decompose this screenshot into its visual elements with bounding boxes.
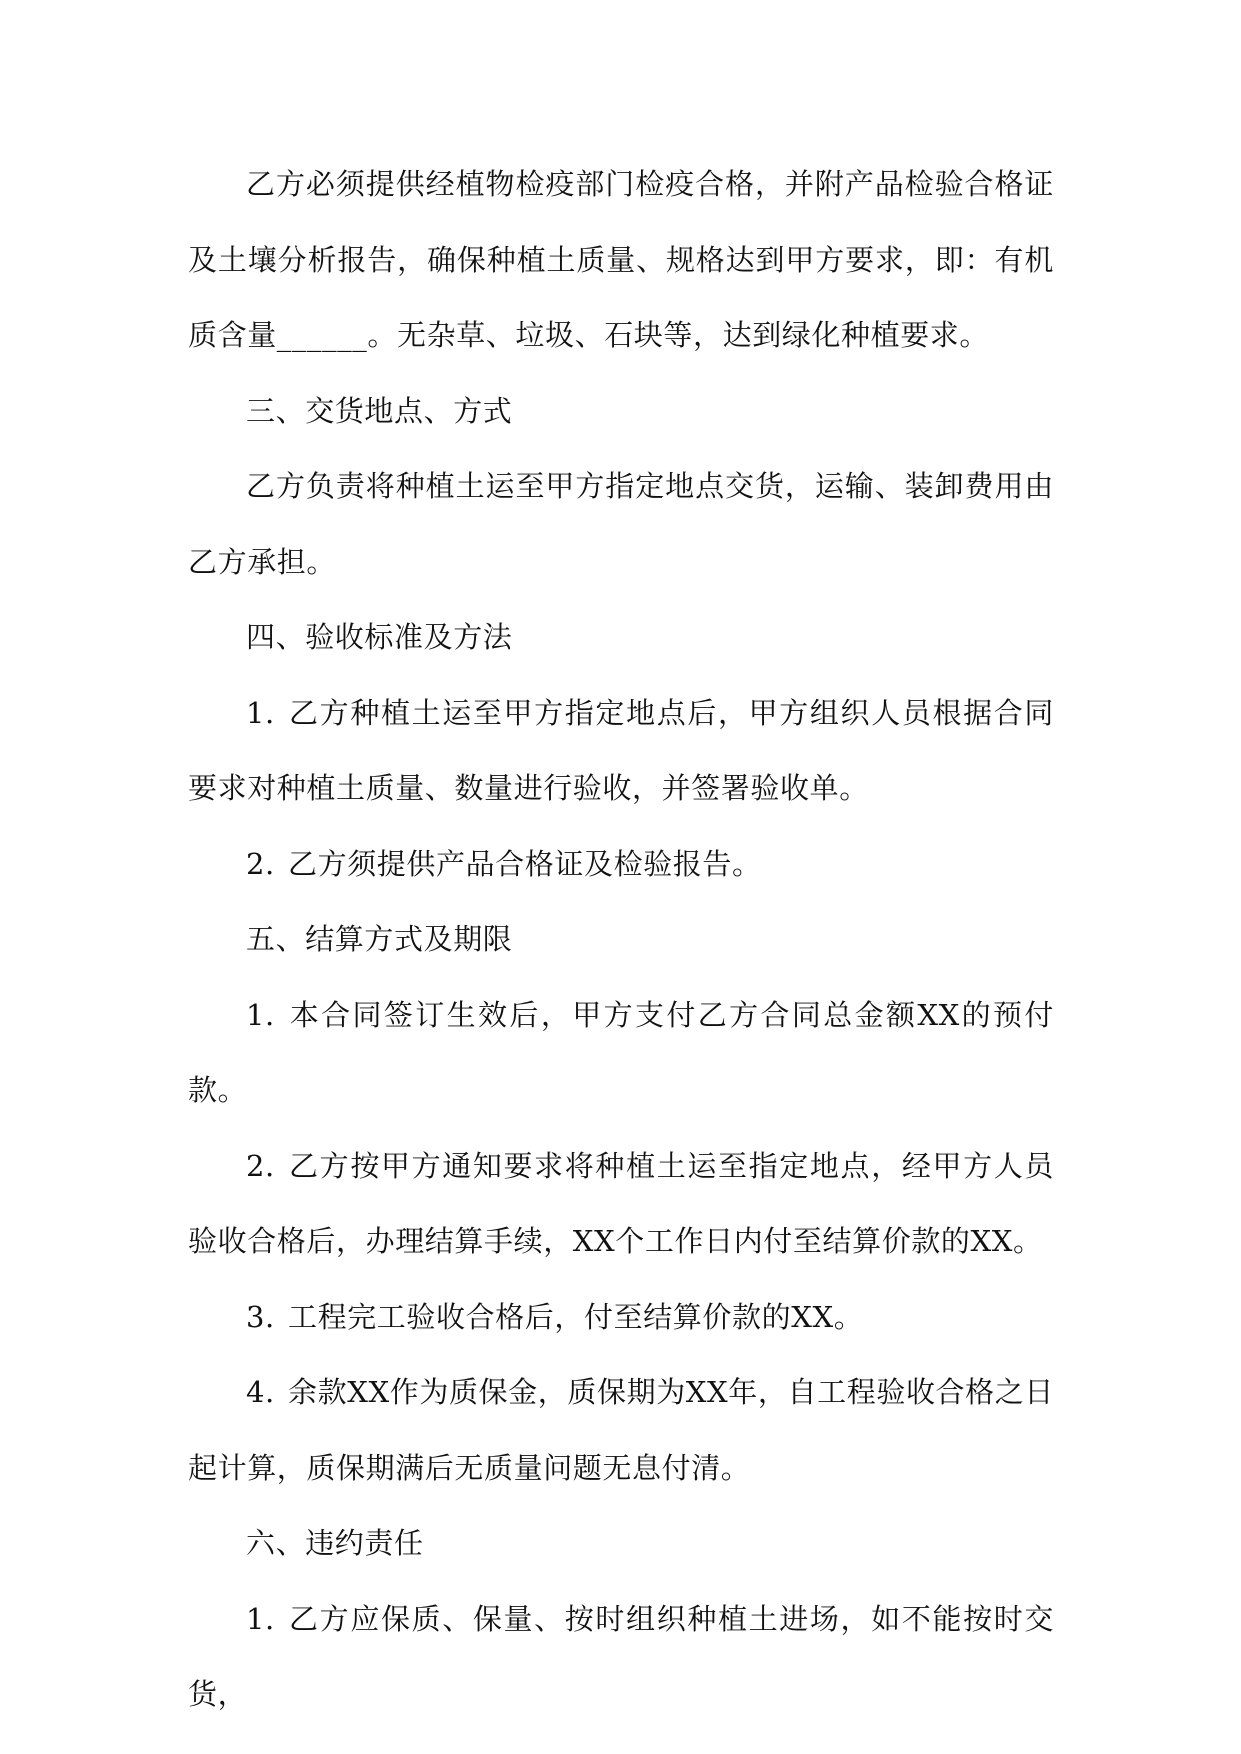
heading-text: 五、结算方式及期限 xyxy=(246,922,513,956)
item-text: 乙方种植土运至甲方指定地点后，甲方组织人员根据合同要求对种植土质量、数量进行验收，并签署验收单。 xyxy=(188,695,1054,805)
paragraph-text: 乙方必须提供经植物检疫部门检疫合格，并附产品检验合格证及土壤分析报告，确保种植土质量、规格达到甲方要求，即：有机质含量______。无杂草、垃圾、石块等，达到绿化种植要求。 xyxy=(188,167,1054,352)
heading-text: 三、交货地点、方式 xyxy=(246,393,513,428)
item-text: 乙方应保质、保量、按时组织种植土进场，如不能按时交货， xyxy=(188,1601,1054,1711)
item-number: 3. xyxy=(246,1299,275,1334)
heading-acceptance xyxy=(188,600,1054,676)
item-number: 4. xyxy=(246,1375,275,1409)
paragraph-delivery xyxy=(188,449,1054,600)
list-item xyxy=(188,1355,1054,1506)
list-item xyxy=(188,827,1054,903)
list-item xyxy=(188,1582,1054,1733)
item-text: 余款XX作为质保金，质保期为XX年，自工程验收合格之日起计算，质保期满后无质量问题无息付清。 xyxy=(188,1375,1054,1485)
heading-delivery xyxy=(188,374,1054,450)
item-number: 2. xyxy=(246,846,275,881)
list-item xyxy=(188,676,1054,827)
list-item xyxy=(188,1280,1054,1356)
document-body xyxy=(188,147,1054,1733)
paragraph-soil-quality xyxy=(188,147,1054,374)
item-text: 乙方按甲方通知要求将种植土运至指定地点，经甲方人员验收合格后，办理结算手续，XX个工作日内付至结算价款的XX。 xyxy=(188,1148,1054,1258)
item-number: 1. xyxy=(246,1601,275,1636)
item-text: 本合同签订生效后，甲方支付乙方合同总金额XX的预付款。 xyxy=(188,997,1054,1107)
item-number: 2. xyxy=(246,1148,275,1183)
list-item xyxy=(188,1129,1054,1280)
paragraph-text: 乙方负责将种植土运至甲方指定地点交货，运输、装卸费用由乙方承担。 xyxy=(188,469,1054,579)
heading-settlement xyxy=(188,902,1054,978)
heading-text: 四、验收标准及方法 xyxy=(246,620,513,654)
heading-text: 六、违约责任 xyxy=(246,1526,424,1560)
item-text: 工程完工验收合格后，付至结算价款的XX。 xyxy=(288,1299,864,1334)
item-text: 乙方须提供产品合格证及检验报告。 xyxy=(288,846,762,881)
item-number: 1. xyxy=(246,695,275,730)
list-item xyxy=(188,978,1054,1129)
heading-liability xyxy=(188,1506,1054,1582)
item-number: 1. xyxy=(246,997,275,1032)
